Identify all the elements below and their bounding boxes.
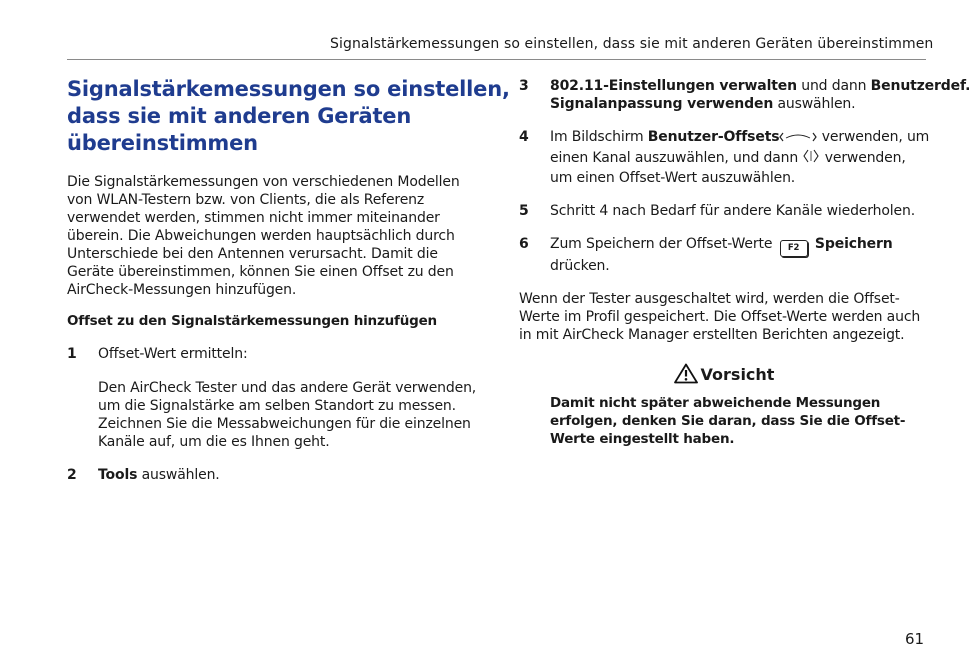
note-line: Werte im Profil gespeichert. Die Offset-Werte werden auch [519, 309, 921, 325]
step-text: und dann [796, 78, 871, 94]
intro-paragraph [67, 173, 472, 299]
note-line: Wenn der Tester ausgeschaltet wird, werden die Offset- [519, 291, 900, 307]
step-number: 5 [519, 203, 529, 219]
save-label: Speichern [814, 236, 893, 252]
step-text: verwenden, um [817, 129, 930, 145]
caution-line: Damit nicht später abweichende Messungen [550, 395, 881, 411]
left-column [67, 76, 510, 484]
step-text: einen Kanal auszuwählen, und dann [550, 150, 803, 166]
intro-line: überein. Die Abweichungen werden hauptsächlich durch [67, 228, 455, 244]
step-line [550, 77, 970, 95]
intro-line: Die Signalstärkemessungen von verschiedenen Modellen [67, 174, 460, 190]
step-1-detail [67, 379, 477, 451]
step-2 [67, 466, 472, 484]
step-line [550, 148, 929, 169]
step-number: 2 [67, 467, 77, 483]
title-line: Signalstärkemessungen so einstellen, [67, 77, 510, 101]
detail-line: Kanäle auf, um die es Ihnen geht. [98, 434, 330, 450]
note-line: in mit AirCheck Manager erstellten Berichten angezeigt. [519, 327, 905, 343]
header-rule [67, 59, 926, 60]
step-number: 4 [519, 129, 529, 145]
step-number: 3 [519, 78, 529, 94]
step-text: auswählen. [773, 96, 856, 112]
step-6 [519, 235, 929, 275]
section-title [67, 76, 510, 157]
procedure-subheading: Offset zu den Signalstärkemessungen hinzufügen [67, 313, 437, 329]
detail-line: Zeichnen Sie die Messabweichungen für die einzelnen [98, 416, 471, 432]
step-3 [519, 77, 970, 113]
step-1 [67, 345, 472, 363]
caution-text [519, 394, 929, 448]
step-text: Zum Speichern der Offset-Werte [550, 236, 777, 252]
screen-label: Benutzer-Offsets [647, 129, 780, 145]
step-line: um einen Offset-Wert auszuwählen. [550, 170, 796, 186]
step-text: Im Bildschirm [550, 129, 648, 145]
detail-line: Den AirCheck Tester und das andere Gerät verwenden, [98, 380, 477, 396]
intro-line: AirCheck-Messungen hinzufügen. [67, 282, 297, 298]
title-line: dass sie mit anderen Geräten [67, 104, 412, 128]
step-text: Offset-Wert ermitteln: [98, 346, 248, 362]
step-text: verwenden, [820, 150, 906, 166]
caution-line: Werte eingestellt haben. [550, 431, 735, 447]
menu-label: 802.11-Einstellungen verwalten [550, 78, 797, 94]
step-line [550, 95, 929, 113]
left-right-arrows-icon [779, 130, 817, 148]
detail-line: um die Signalstärke am selben Standort zu messen. [98, 398, 456, 414]
right-column [519, 77, 970, 448]
tools-label: Tools [98, 467, 138, 483]
intro-line: Unterschiede bei den Antennen verursacht. Damit die [67, 246, 438, 262]
step-5 [519, 202, 929, 220]
menu-label: Signalanpassung verwenden [550, 96, 774, 112]
step-number: 1 [67, 346, 77, 362]
menu-label: Benutzerdef. [870, 78, 970, 94]
title-line: übereinstimmen [67, 131, 258, 155]
step-text: Schritt 4 nach Bedarf für andere Kanäle wiederholen. [550, 203, 915, 219]
caution-line: erfolgen, denken Sie daran, dass Sie die Offset- [550, 413, 906, 429]
step-4 [519, 128, 929, 187]
caution-heading [519, 363, 929, 386]
warning-icon [674, 365, 701, 384]
intro-line: von WLAN-Testern bzw. von Clients, die als Referenz [67, 192, 425, 208]
step-number: 6 [519, 236, 529, 252]
up-down-arrows-icon [802, 148, 820, 169]
running-header: Signalstärkemessungen so einstellen, dass sie mit anderen Geräten übereinstimmen [330, 36, 934, 52]
step-line [550, 128, 929, 148]
step-line [550, 235, 929, 257]
step-line: drücken. [550, 258, 610, 274]
caution-title: Vorsicht [700, 365, 775, 384]
f2-key-icon: F2 [780, 240, 808, 257]
step-text: auswählen. [137, 467, 220, 483]
intro-line: verwendet werden, stimmen nicht immer miteinander [67, 210, 440, 226]
page-number: 61 [905, 630, 925, 648]
note-paragraph [519, 290, 929, 344]
intro-line: Geräte übereinstimmen, können Sie einen Offset zu den [67, 264, 454, 280]
